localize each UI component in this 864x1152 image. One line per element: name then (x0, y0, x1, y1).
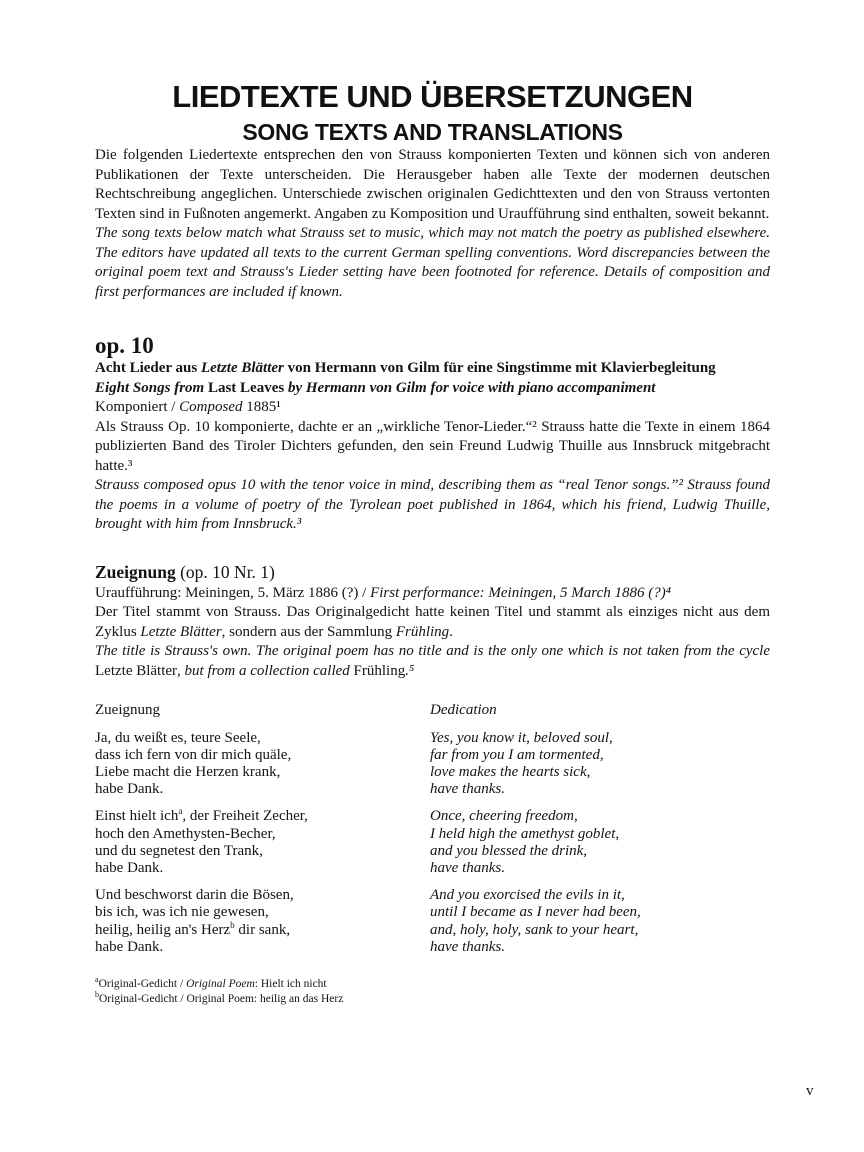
poem-line (95, 919, 430, 939)
intro-paragraph-german: Die folgenden Liedertexte entsprechen den von Strauss komponierten Texten und können sich von anderen Publikationen der Texte unterscheiden. Die Herausgeber haben alle Texte der modernen deutschen Rechtschreibung angeglichen. Unterschiede zwischen originalen Gedichttexten und den von Strauss vertonten Texten sind in Fußnoten angemerkt. Angaben zu Komposition und Uraufführung sind enthalten, soweit bekannt. (95, 147, 770, 222)
song-note-english-collection-title: Frühling (353, 662, 406, 679)
poem-columns (95, 702, 770, 966)
song-heading (95, 561, 770, 584)
poem-line: love makes the hearts sick, (430, 763, 591, 780)
composed-year: 1885¹ (242, 399, 281, 415)
footnote-a-label-english: Original Poem (186, 977, 255, 990)
poem-line-text: , der Freiheit Zecher, (182, 808, 308, 825)
poem-line: have thanks. (430, 781, 505, 798)
premiere-line (95, 584, 770, 604)
intro-paragraph-english: The song texts below match what Strauss set to music, which may not match the poetry as published elsewhere. The editors have updated all texts to the current German spelling conventions. Word discrepancies between the original poem text and Strauss's Lieder setting have been footnoted for reference. Details of composition and first performances are included if known. (95, 225, 770, 300)
opus-subtitle-english-pre: Eight Songs from (95, 379, 208, 396)
footnote-marker-a: a (178, 806, 183, 817)
poem-line: dass ich fern von dir mich quäle, (95, 746, 292, 763)
opus-subtitle-english (95, 379, 770, 399)
poem-stanza-english-1 (430, 730, 770, 799)
song-note-german-collection-title: Frühling (395, 623, 450, 640)
song-note-german (95, 603, 770, 642)
poem-line: have thanks. (430, 859, 505, 876)
song-note-german-text3: . (449, 623, 453, 640)
song-note-english-text: The title is Strauss's own. The original poem has no title and is the only one which is not taken from the cycle (95, 643, 770, 659)
song-note-english-cycle-title: Letzte Blätter (95, 662, 178, 679)
poem-line: hoch den Amethysten-Becher, (95, 825, 276, 842)
premiere-english: First performance: Meiningen, 5 March 1886 (?)⁴ (370, 584, 671, 601)
poem-stanza-german-3 (95, 887, 430, 956)
footnote-b-marker: b (95, 990, 99, 1000)
poem-line: Liebe macht die Herzen krank, (95, 763, 281, 780)
footnote-marker-b: b (230, 919, 235, 930)
poem-line: habe Dank. (95, 781, 164, 798)
poem-stanza-german-1 (95, 730, 430, 799)
premiere-german: Uraufführung: Meiningen, 5. März 1886 (?) / (95, 584, 371, 601)
page-subtitle: SONG TEXTS AND TRANSLATIONS (242, 119, 623, 145)
poem-title-english: Dedication (430, 702, 497, 718)
poem-line: Once, cheering freedom, (430, 808, 578, 825)
composed-line (95, 398, 770, 418)
song-note-english (95, 642, 770, 681)
footnotes (95, 977, 770, 1007)
song-note-english-text3: .⁵ (405, 662, 415, 679)
poem-line: And you exorcised the evils in it, (430, 887, 625, 904)
opus-subtitle-english-post: by Hermann von Gilm for voice with piano accompaniment (284, 379, 656, 396)
poem-line: Und beschworst darin die Bösen, (95, 887, 294, 904)
poem-line-text: heilig, heilig an's Herz (95, 921, 231, 938)
opus-heading: op. 10 (95, 333, 154, 358)
poem-line: and, holy, holy, sank to your heart, (430, 921, 639, 938)
page-title: LIEDTEXTE UND ÜBERSETZUNGEN (172, 79, 693, 114)
footnote-b-text: Original-Gedicht / Original Poem: heilig an das Herz (99, 992, 344, 1005)
poem-line-text: dir sank, (234, 921, 291, 938)
poem-line: Ja, du weißt es, teure Seele, (95, 729, 261, 746)
opus-subtitle-german-pre: Acht Lieder aus (95, 360, 201, 376)
poem-line: Yes, you know it, beloved soul, (430, 729, 613, 746)
poem-line: habe Dank. (95, 859, 164, 876)
footnote-a-text: : Hielt ich nicht (254, 977, 327, 990)
song-title: Zueignung (95, 561, 176, 582)
poem-line: I held high the amethyst goblet, (430, 825, 620, 842)
footnote-a-label-german: Original-Gedicht / (98, 977, 187, 990)
opus-paragraph-english: Strauss composed opus 10 with the tenor voice in mind, describing them as “real Tenor songs.”² Strauss found the poems in a volume of poetry of the Tyrolean poet published in 1864, which his friend, Ludwig Thuille, brought with him from Innsbruck.³ (95, 477, 770, 532)
song-note-german-text2: , sondern aus der Sammlung (221, 623, 396, 640)
opus-paragraph-german: Als Strauss Op. 10 komponierte, dachte er an „wirkliche Tenor-Lieder.“² Strauss hatte die Texte in einem 1864 publizierten Band des Tiroler Dichters gefunden, den sein Freund Ludwig Thuille aus Innsbruck mitgebracht hatte.³ (95, 418, 770, 474)
poem-line: habe Dank. (95, 938, 164, 955)
poem-line: far from you I am tormented, (430, 746, 604, 763)
footnote-b (95, 992, 770, 1007)
poem-line: bis ich, was ich nie gewesen, (95, 904, 269, 921)
song-note-german-cycle-title: Letzte Blätter (140, 623, 222, 640)
poem-line (95, 808, 430, 825)
song-title-suffix: (op. 10 Nr. 1) (175, 561, 275, 582)
opus-subtitle-german (95, 359, 770, 379)
poem-column-german (95, 702, 430, 966)
song-note-english-text2: , but from a collection called (177, 662, 354, 679)
poem-line: und du segnetest den Trank, (95, 842, 263, 859)
poem-stanza-english-3 (430, 887, 770, 956)
poem-line: until I became as I never had been, (430, 904, 641, 921)
poem-stanza-german-2 (95, 808, 430, 877)
poem-line-text: Einst hielt ich (95, 808, 179, 825)
opus-subtitle-english-work-title: Last Leaves (207, 379, 285, 396)
opus-subtitle-german-post: von Hermann von Gilm für eine Singstimme mit Klavierbegleitung (283, 360, 716, 376)
opus-subtitle-german-work-title: Letzte Blätter (200, 360, 284, 376)
footnote-a-marker: a (95, 975, 99, 985)
song-note-german-text: Der Titel stammt von Strauss. Das Originalgedicht hatte keinen Titel und stammt als einziges nicht aus dem Zyklus (95, 604, 770, 640)
poem-line: and you blessed the drink, (430, 842, 588, 859)
page-number: v (806, 1083, 814, 1099)
footnote-a (95, 977, 770, 992)
composed-label-german: Komponiert / (95, 399, 180, 415)
composed-label-english: Composed (179, 399, 243, 415)
poem-stanza-english-2 (430, 808, 770, 877)
poem-title-german: Zueignung (95, 702, 160, 718)
poem-line: have thanks. (430, 938, 505, 955)
poem-column-english (430, 702, 770, 966)
